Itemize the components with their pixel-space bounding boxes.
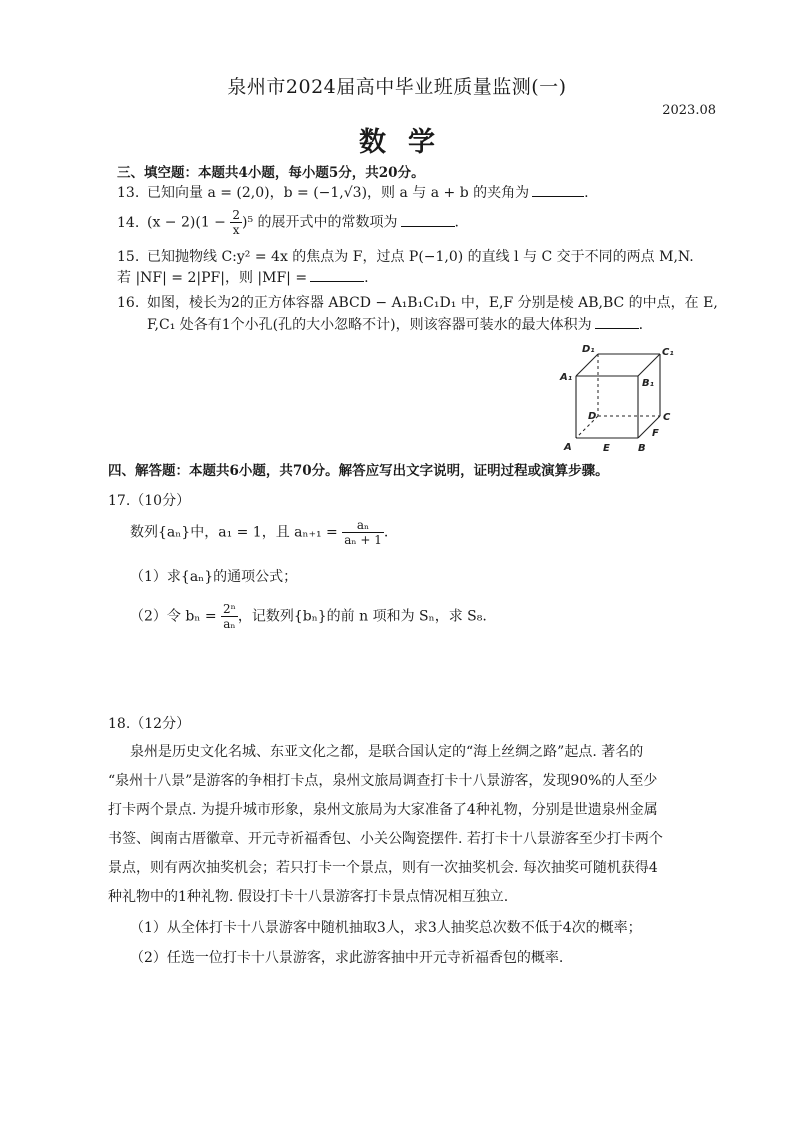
exam-title: 泉州市2024届高中毕业班质量监测(一) [227,76,567,98]
section-heading-fill-in: 三、填空题：本题共4小题，每小题5分，共20分。 [117,165,425,181]
exam-date: 2023.08 [662,103,716,118]
question-18-part1: （1）从全体打卡十八景游客中随机抽取3人，求3人抽奖总次数不低于4次的概率； [130,920,642,936]
question-17-part2 [130,602,487,631]
label-B: B [638,443,646,454]
expr-prefix: (x − 2)(1 − [147,214,231,231]
subject-title: 数学 [359,127,457,158]
question-text: F,C₁ 处各有1个小孔(孔的大小忽略不计)，则该容器可装水的最大体积为 [147,317,592,333]
fraction-denominator: aₙ + 1 [344,533,382,547]
label-F: F [652,428,659,439]
fraction [221,602,238,631]
period: . [638,317,644,333]
question-17-stem [130,518,388,547]
part2-text-end: ，记数列{bₙ}的前 n 项和为 Sₙ，求 S₈. [237,608,487,625]
period: . [364,270,369,286]
label-A1: A₁ [560,372,573,383]
question-18-line: 泉州是历史文化名城、东亚文化之都，是联合国认定的“海上丝绸之路”起点. 著名的 [130,744,644,760]
cube-figure [552,340,692,456]
question-number: 16. [117,295,140,311]
question-18-line: 打卡两个景点. 为提升城市形象，泉州文旅局为大家准备了4种礼物，分别是世遗泉州金属 [108,802,658,818]
fraction-numerator: 2 [232,208,240,222]
fraction [230,208,242,237]
question-14 [117,208,459,237]
question-16-line2 [147,314,643,334]
label-D1: D₁ [582,344,595,355]
question-17-heading: 17.（10分） [108,493,191,509]
question-number: 15. [117,249,140,265]
part2-text: （2）令 bₙ = [130,608,222,625]
label-B1: B₁ [642,378,655,389]
label-D: D [588,411,597,422]
question-text: 已知向量 a = (2,0)，b = (−1,√3)，则 a 与 a + b 的夹角为 [147,185,530,201]
label-E: E [603,443,610,454]
question-18-part2: （2）任选一位打卡十八景游客，求此游客抽中开元寺祈福香包的概率. [130,950,564,966]
fraction [342,518,384,547]
label-C: C [663,412,671,423]
label-C1: C₁ [662,347,674,358]
question-18-line: 书签、闽南古厝徽章、开元寺祈福香包、小关公陶瓷摆件. 若打卡十八景游客至少打卡两个 [108,831,663,847]
period: . [454,214,459,231]
stem-text: 数列{aₙ}中，a₁ = 1，且 aₙ₊₁ = [130,524,343,541]
question-15-line1 [117,246,694,266]
question-18-heading: 18.（12分） [108,716,191,732]
question-13 [117,182,589,202]
question-18-line: 种礼物中的1种礼物. 假设打卡十八景游客打卡景点情况相互独立. [108,889,509,905]
question-number: 14. [117,214,140,231]
answer-blank[interactable] [532,184,584,197]
period: . [584,185,589,201]
question-text: 已知抛物线 C:y² = 4x 的焦点为 F，过点 P(−1,0) 的直线 l 与 C 交于不同的两点 M,N. [147,249,694,265]
fraction-numerator: aₙ [342,518,384,533]
question-text: 如图，棱长为2的正方体容器 ABCD − A₁B₁C₁D₁ 中，E,F 分别是棱 AB,BC 的中点，在 E, [147,295,718,311]
answer-blank[interactable] [310,269,364,282]
question-text: )⁵ 的展开式中的常数项为 [242,214,398,231]
fraction-denominator: aₙ [223,617,236,631]
question-number: 13. [117,185,140,201]
answer-blank[interactable] [401,214,455,227]
question-18-line: 景点，则有两次抽奖机会；若只打卡一个景点，则有一次抽奖机会. 每次抽奖可随机获得4 [108,860,658,876]
section-heading-solutions: 四、解答题：本题共6小题，共70分。解答应写出文字说明，证明过程或演算步骤。 [108,463,609,479]
question-17-part1: （1）求{aₙ}的通项公式； [130,569,298,585]
fraction-numerator: 2ⁿ [223,602,236,616]
question-18-line: “泉州十八景”是游客的争相打卡点，泉州文旅局调查打卡十八景游客，发现90%的人至少 [108,773,658,789]
question-16-line1 [117,292,718,312]
stem-text-end: . [383,524,389,541]
question-15-line2 [117,267,369,287]
label-A: A [564,442,572,453]
question-text: 若 |NF| = 2|PF|，则 |MF| = [117,270,308,286]
fraction-denominator: x [232,223,240,237]
answer-blank[interactable] [595,316,639,329]
